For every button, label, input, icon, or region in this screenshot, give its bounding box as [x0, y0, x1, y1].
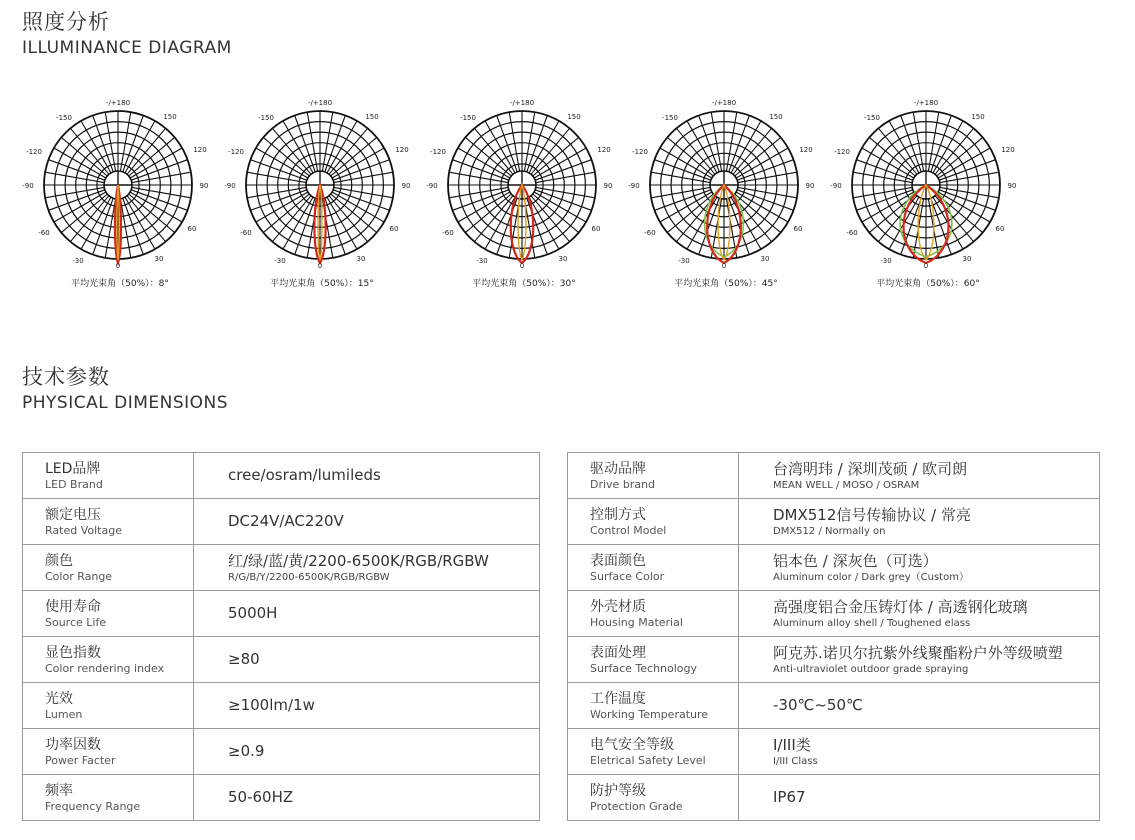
- spec-label-cell: [568, 683, 739, 729]
- beam-angle-caption: 平均光束角（50%）：45°: [674, 279, 778, 289]
- spec-value: DMX512信号传输协议 / 常亮: [773, 505, 971, 524]
- spec-row: [23, 775, 540, 821]
- angle-label-tl: -150: [864, 114, 880, 122]
- polar-spoke: [45, 187, 104, 197]
- angle-label-lr: 60: [591, 225, 601, 233]
- polar-spoke: [247, 187, 306, 197]
- spec-label-cell: [23, 637, 194, 683]
- polar-spoke: [928, 112, 938, 171]
- spec-label-cell: [23, 683, 194, 729]
- spec-row: [568, 729, 1100, 775]
- angle-label-ur: 120: [597, 146, 611, 154]
- angle-label-bottom: 0: [519, 262, 525, 270]
- spec-value-cell: [739, 775, 1100, 821]
- angle-label-tr: 150: [365, 113, 379, 121]
- spec-label-cell: [568, 499, 739, 545]
- angle-label-r: 90: [1007, 182, 1017, 190]
- spec-value-cell: [739, 453, 1100, 499]
- polar-spoke: [132, 172, 191, 182]
- spec-table-left: [22, 452, 540, 821]
- polar-diagram: [424, 90, 624, 300]
- spec-label-cell: [23, 775, 194, 821]
- spec-label-en: Power Facter: [45, 753, 116, 767]
- spec-value-en: DMX512 / Normally on: [773, 525, 886, 537]
- spec-value: cree/osram/lumileds: [228, 466, 381, 484]
- angle-label-ur: 120: [1001, 146, 1015, 154]
- angle-label-r: 90: [199, 182, 209, 190]
- spec-value-en: Anti-ultraviolet outdoor grade spraying: [773, 663, 969, 675]
- spec-label-en: Rated Voltage: [45, 523, 122, 537]
- spec-value: DC24V/AC220V: [228, 512, 344, 530]
- angle-label-lr: 60: [793, 225, 803, 233]
- spec-value-cell: [739, 637, 1100, 683]
- angle-label-lr: 60: [389, 225, 399, 233]
- angle-label-ll: -60: [846, 229, 858, 237]
- spec-value-en: Aluminum alloy shell / Toughened elass: [773, 617, 971, 629]
- spec-label-en: Source Life: [45, 615, 107, 629]
- spec-label-cn: 表面处理: [590, 644, 646, 661]
- angle-label-tl: -150: [662, 114, 678, 122]
- illuminance-title-en: ILLUMINANCE DIAGRAM: [22, 38, 232, 58]
- spec-value: 50-60HZ: [228, 788, 294, 806]
- polar-spoke: [449, 172, 508, 182]
- spec-label-cell: [23, 499, 194, 545]
- angle-label-ul: -120: [632, 148, 648, 156]
- spec-value-en: Aluminum color / Dark grey（Custom）: [773, 571, 969, 583]
- polar-spoke: [853, 172, 912, 182]
- polar-spoke: [853, 187, 912, 197]
- spec-value-cell: [739, 591, 1100, 637]
- angle-label-bottom: 0: [923, 262, 929, 270]
- spec-label-cn: 表面颜色: [590, 552, 646, 569]
- angle-label-r: 90: [603, 182, 613, 190]
- spec-row: [568, 775, 1100, 821]
- angle-label-top: -/+180: [711, 99, 737, 107]
- spec-label-cell: [568, 775, 739, 821]
- polar-diagram: [222, 90, 422, 300]
- spec-label-cn: 使用寿命: [45, 598, 101, 615]
- polar-spoke: [536, 172, 595, 182]
- angle-label-br: 30: [356, 255, 366, 263]
- spec-label-en: Surface Color: [590, 569, 665, 583]
- angle-label-top: -/+180: [509, 99, 535, 107]
- polar-spoke: [247, 172, 306, 182]
- spec-label-cell: [23, 453, 194, 499]
- spec-label-cell: [23, 729, 194, 775]
- angle-label-top: -/+180: [913, 99, 939, 107]
- polar-chart: [626, 90, 826, 276]
- illuminance-title-cn: 照度分析: [22, 10, 110, 34]
- spec-label-cn: 控制方式: [590, 506, 646, 523]
- angle-label-br: 30: [760, 255, 770, 263]
- spec-value: IP67: [773, 788, 806, 806]
- polar-spoke: [449, 187, 508, 197]
- polar-diagram: [828, 90, 1028, 300]
- polar-spoke: [334, 187, 393, 197]
- angle-label-tr: 150: [567, 113, 581, 121]
- spec-value: 台湾明玮 / 深圳茂硕 / 欧司朗: [773, 459, 968, 478]
- polar-chart: [828, 90, 1028, 276]
- illuminance-diagrams: [0, 90, 1135, 300]
- spec-label-cn: 功率因数: [45, 736, 101, 753]
- spec-table-right: [567, 452, 1100, 821]
- polar-spoke: [726, 112, 736, 171]
- polar-diagram: [20, 90, 220, 300]
- angle-label-tl: -150: [460, 114, 476, 122]
- spec-label-cell: [568, 591, 739, 637]
- spec-label-cn: 频率: [45, 782, 73, 799]
- spec-value-cell: [194, 683, 540, 729]
- spec-value: ≥100lm/1w: [228, 696, 315, 714]
- spec-label-cell: [568, 637, 739, 683]
- angle-label-tl: -150: [56, 114, 72, 122]
- angle-label-ll: -60: [240, 229, 252, 237]
- angle-label-ul: -120: [26, 148, 42, 156]
- angle-label-bl: -30: [880, 257, 892, 265]
- spec-label-cell: [23, 591, 194, 637]
- spec-row: [23, 453, 540, 499]
- angle-label-ll: -60: [644, 229, 656, 237]
- polar-spoke: [45, 172, 104, 182]
- spec-label-cn: 工作温度: [590, 690, 646, 707]
- polar-spoke: [509, 112, 519, 171]
- polar-spoke: [651, 172, 710, 182]
- spec-label-cn: 显色指数: [45, 644, 101, 661]
- spec-value-en: MEAN WELL / MOSO / OSRAM: [773, 479, 920, 491]
- angle-label-l: -90: [830, 182, 842, 190]
- angle-label-ll: -60: [38, 229, 50, 237]
- beam-angle-caption: 平均光束角（50%）：60°: [876, 279, 980, 289]
- angle-label-ll: -60: [442, 229, 454, 237]
- polar-chart: [424, 90, 624, 276]
- angle-label-ul: -120: [834, 148, 850, 156]
- spec-row: [23, 729, 540, 775]
- angle-label-bl: -30: [678, 257, 690, 265]
- spec-value-cell: [194, 545, 540, 591]
- spec-row: [23, 545, 540, 591]
- angle-label-r: 90: [805, 182, 815, 190]
- polar-spoke: [738, 187, 797, 197]
- spec-row: [568, 591, 1100, 637]
- polar-chart: [20, 90, 220, 276]
- angle-label-lr: 60: [187, 225, 197, 233]
- polar-spoke: [334, 172, 393, 182]
- spec-label-en: Lumen: [45, 707, 83, 721]
- angle-label-ur: 120: [193, 146, 207, 154]
- beam-angle-caption: 平均光束角（50%）：30°: [472, 279, 576, 289]
- angle-label-ur: 120: [799, 146, 813, 154]
- angle-label-tl: -150: [258, 114, 274, 122]
- polar-spoke: [524, 112, 534, 171]
- spec-label-cell: [568, 545, 739, 591]
- spec-row: [23, 499, 540, 545]
- physical-title-en: PHYSICAL DIMENSIONS: [22, 393, 229, 413]
- polar-spoke: [307, 112, 317, 171]
- angle-label-tr: 150: [163, 113, 177, 121]
- angle-label-l: -90: [628, 182, 640, 190]
- spec-value-cell: [194, 499, 540, 545]
- angle-label-bl: -30: [476, 257, 488, 265]
- polar-chart: [222, 90, 422, 276]
- polar-diagram: [626, 90, 826, 300]
- spec-value-cell: [194, 453, 540, 499]
- spec-label-cn: 颜色: [45, 552, 73, 569]
- angle-label-bottom: 0: [317, 262, 323, 270]
- spec-label-en: Control Model: [590, 523, 667, 537]
- angle-label-tr: 150: [971, 113, 985, 121]
- spec-label-en: Eletrical Safety Level: [590, 753, 706, 767]
- spec-row: [23, 637, 540, 683]
- polar-spoke: [120, 112, 130, 171]
- spec-label-en: Color rendering index: [45, 661, 165, 675]
- spec-value-cell: [194, 637, 540, 683]
- spec-label-en: Protection Grade: [590, 799, 683, 813]
- spec-value-cell: [739, 729, 1100, 775]
- spec-label-cn: 电气安全等级: [590, 736, 674, 753]
- spec-label-cn: 额定电压: [45, 506, 101, 523]
- spec-value-cell: [739, 545, 1100, 591]
- spec-label-en: Housing Material: [590, 615, 683, 629]
- angle-label-bottom: 0: [115, 262, 121, 270]
- spec-value-cell: [739, 499, 1100, 545]
- spec-value: 5000H: [228, 604, 278, 622]
- spec-label-cell: [23, 545, 194, 591]
- spec-value-en: I/III Class: [773, 755, 818, 767]
- polar-spoke: [536, 187, 595, 197]
- spec-label-en: Surface Technology: [590, 661, 698, 675]
- polar-spoke: [651, 187, 710, 197]
- angle-label-top: -/+180: [307, 99, 333, 107]
- spec-row: [568, 545, 1100, 591]
- spec-row: [23, 683, 540, 729]
- spec-row: [568, 637, 1100, 683]
- spec-row: [23, 591, 540, 637]
- polar-spoke: [940, 172, 999, 182]
- angle-label-l: -90: [426, 182, 438, 190]
- angle-label-br: 30: [154, 255, 164, 263]
- angle-label-r: 90: [401, 182, 411, 190]
- angle-label-ul: -120: [430, 148, 446, 156]
- angle-label-br: 30: [558, 255, 568, 263]
- spec-row: [568, 499, 1100, 545]
- angle-label-top: -/+180: [105, 99, 131, 107]
- polar-spoke: [105, 112, 115, 171]
- physical-title-cn: 技术参数: [22, 365, 110, 389]
- spec-row: [568, 453, 1100, 499]
- angle-label-tr: 150: [769, 113, 783, 121]
- angle-label-lr: 60: [995, 225, 1005, 233]
- spec-value-cell: [194, 591, 540, 637]
- angle-label-l: -90: [224, 182, 236, 190]
- spec-value: 高强度铝合金压铸灯体 / 高透钢化玻璃: [773, 597, 1028, 616]
- spec-row: [568, 683, 1100, 729]
- angle-label-bottom: 0: [721, 262, 727, 270]
- spec-label-en: Working Temperature: [590, 707, 709, 721]
- spec-value-cell: [194, 775, 540, 821]
- spec-label-cn: 光效: [45, 690, 73, 707]
- spec-value-cell: [194, 729, 540, 775]
- spec-label-en: Drive brand: [590, 477, 656, 491]
- spec-value-cell: [739, 683, 1100, 729]
- spec-label-cn: 防护等级: [590, 782, 646, 799]
- spec-value: ≥80: [228, 650, 260, 668]
- spec-label-cn: 外壳材质: [590, 598, 646, 615]
- angle-label-br: 30: [962, 255, 972, 263]
- spec-label-cell: [568, 453, 739, 499]
- angle-label-l: -90: [22, 182, 34, 190]
- polar-spoke: [738, 172, 797, 182]
- spec-label-cn: 驱动品牌: [590, 460, 646, 477]
- spec-label-en: Color Range: [45, 569, 113, 583]
- spec-value: ≥0.9: [228, 742, 265, 760]
- spec-label-en: Frequency Range: [45, 799, 141, 813]
- spec-value-en: R/G/B/Y/2200-6500K/RGB/RGBW: [228, 571, 390, 583]
- beam-angle-caption: 平均光束角（50%）：15°: [270, 279, 374, 289]
- polar-spoke: [913, 112, 923, 171]
- spec-value: 红/绿/蓝/黄/2200-6500K/RGB/RGBW: [228, 551, 489, 570]
- angle-label-bl: -30: [274, 257, 286, 265]
- polar-spoke: [132, 187, 191, 197]
- angle-label-bl: -30: [72, 257, 84, 265]
- spec-value: I/III类: [773, 735, 811, 754]
- spec-value: 阿克苏.诺贝尔抗紫外线聚酯粉户外等级喷塑: [773, 643, 1063, 662]
- beam-angle-caption: 平均光束角（50%）：8°: [71, 279, 169, 289]
- angle-label-ul: -120: [228, 148, 244, 156]
- spec-value: -30℃~50℃: [773, 696, 863, 714]
- spec-label-cn: LED品牌: [45, 460, 101, 477]
- spec-value: 铝本色 / 深灰色（可选）: [773, 551, 938, 570]
- angle-label-ur: 120: [395, 146, 409, 154]
- spec-label-en: LED Brand: [45, 477, 103, 491]
- polar-spoke: [940, 187, 999, 197]
- polar-spoke: [711, 112, 721, 171]
- polar-spoke: [322, 112, 332, 171]
- spec-label-cell: [568, 729, 739, 775]
